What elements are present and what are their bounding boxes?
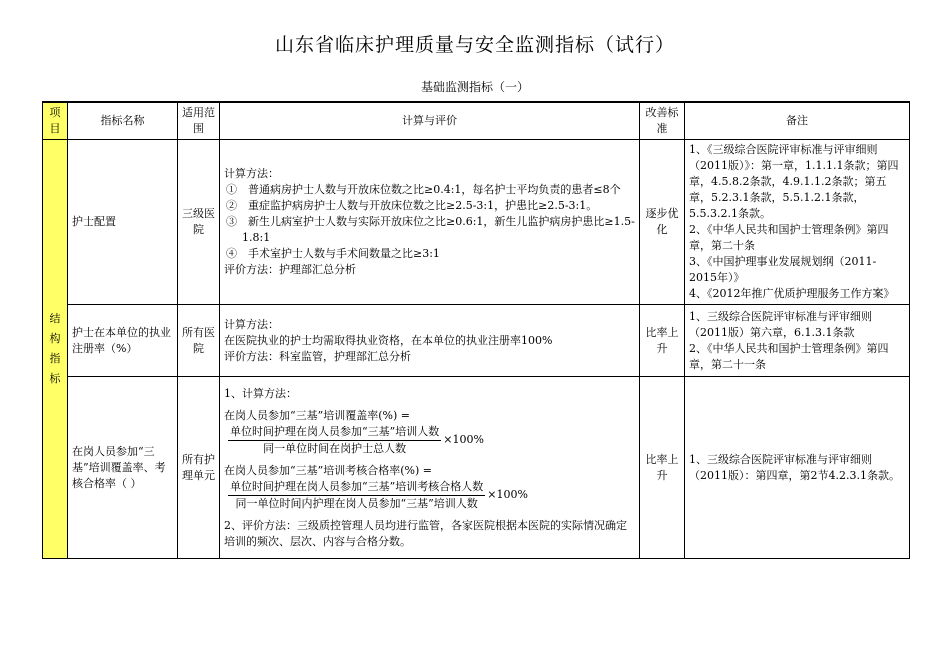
calc-line: 计算方法： — [224, 317, 279, 331]
indicator-table — [42, 101, 910, 559]
indicator-scope: 三级医院 — [178, 140, 220, 305]
calc-line: 计算方法： — [224, 167, 279, 180]
header-item: 项目 — [43, 102, 68, 140]
calc-line: ③ 新生儿病室护士人数与实际开放床位之比≥0.6:1，新生儿监护病房护患比≥1.5-1.8:1 — [226, 215, 635, 244]
remark-line: 2、《中华人民共和国护士管理条例》第四章，第二十一条 — [689, 341, 889, 371]
evaluation-text: 2、评价方法：三级质控管理人员均进行监管，各家医院根据本医院的实际情况确定培训的频次、层次、内容与合格分数。 — [224, 518, 627, 548]
formula-numerator: 单位时间护理在岗人员参加“三基”培训考核合格人数 — [228, 479, 485, 496]
table-row — [43, 305, 910, 377]
formula-coverage — [228, 424, 484, 457]
calc-cell — [220, 140, 640, 305]
remark-line: 1、《三级综合医院评审标准与评审细则（2011版）》：第一章，1.1.1.1条款；第四章，4.5.8.2条款，4.9.1.1.2条款；第五章，5.2.3.1条款，5.5.1.2.1条款，5.5.3.2.1条款。 — [689, 143, 899, 220]
header-calc: 计算与评价 — [220, 102, 640, 140]
calc-line: 评价方法：护理部汇总分析 — [224, 263, 356, 276]
header-scope: 适用范围 — [178, 102, 220, 140]
header-improve: 改善标准 — [640, 102, 685, 140]
remark-line: 4、《2012年推广优质护理服务工作方案》 — [689, 287, 895, 300]
formula-denominator: 同一单位时间内护理在岗人员参加“三基”培训人数 — [235, 496, 478, 510]
remark-cell — [685, 305, 910, 377]
formula-pass-rate — [228, 479, 528, 512]
calc-cell — [220, 305, 640, 377]
remark-cell — [685, 377, 910, 559]
calc-line: ① 普通病房护士人数与开放床位数之比≥0.4:1，每名护士平均负责的患者≤8个 — [226, 183, 621, 196]
remark-line: 2、《中华人民共和国护士管理条例》第四章，第二十条 — [689, 223, 889, 252]
remark-line: 1、三级综合医院评审标准与评审细则（2011版）第六章，6.1.3.1条款 — [689, 309, 872, 339]
table-row — [43, 377, 910, 559]
table-header-row — [43, 102, 910, 140]
indicator-scope: 所有护理单元 — [178, 377, 220, 559]
calc-cell — [220, 377, 640, 559]
indicator-scope: 所有医院 — [178, 305, 220, 377]
calc-line: 评价方法：科室监管，护理部汇总分析 — [224, 349, 411, 363]
calc-line: ② 重症监护病房护士人数与开放床位数之比≥2.5-3:1，护患比≥2.5-3:1。 — [226, 199, 598, 212]
indicator-name: 护士配置 — [68, 140, 178, 305]
calc-heading: 1、计算方法： — [224, 386, 297, 400]
remark-line: 1、三级综合医院评审标准与评审细则（2011版）：第四章，第2节4.2.3.1条款。 — [689, 452, 900, 482]
indicator-name: 护士在本单位的执业注册率（%） — [68, 305, 178, 377]
header-name: 指标名称 — [68, 102, 178, 140]
table-row — [43, 140, 910, 305]
formula-label: 在岗人员参加“三基”培训考核合格率(%) = — [224, 463, 432, 477]
formula-multiplier: ×100% — [487, 488, 528, 501]
indicator-name: 在岗人员参加“三基”培训覆盖率、考核合格率（ ） — [68, 377, 178, 559]
calc-line: ④ 手术室护士人数与手术间数量之比≥3:1 — [226, 247, 440, 260]
remark-cell — [685, 140, 910, 305]
improve-standard: 比率上升 — [640, 377, 685, 559]
header-remark: 备注 — [685, 102, 910, 140]
formula-multiplier: ×100% — [443, 433, 484, 446]
improve-standard: 比率上升 — [640, 305, 685, 377]
improve-standard: 逐步优化 — [640, 140, 685, 305]
document-title: 山东省临床护理质量与安全监测指标（试行） — [274, 34, 675, 56]
category-cell: 结构指标 — [43, 140, 68, 559]
formula-numerator: 单位时间护理在岗人员参加“三基”培训人数 — [228, 424, 441, 441]
remark-line: 3、《中国护理事业发展规划纲（2011- 2015年）》 — [689, 255, 877, 284]
document-subtitle: 基础监测指标（一） — [420, 80, 529, 94]
formula-denominator: 同一单位时间在岗护士总人数 — [263, 441, 407, 455]
formula-label: 在岗人员参加“三基”培训覆盖率(%) = — [224, 408, 410, 422]
calc-line: 在医院执业的护士均需取得执业资格，在本单位的执业注册率100% — [224, 333, 553, 347]
